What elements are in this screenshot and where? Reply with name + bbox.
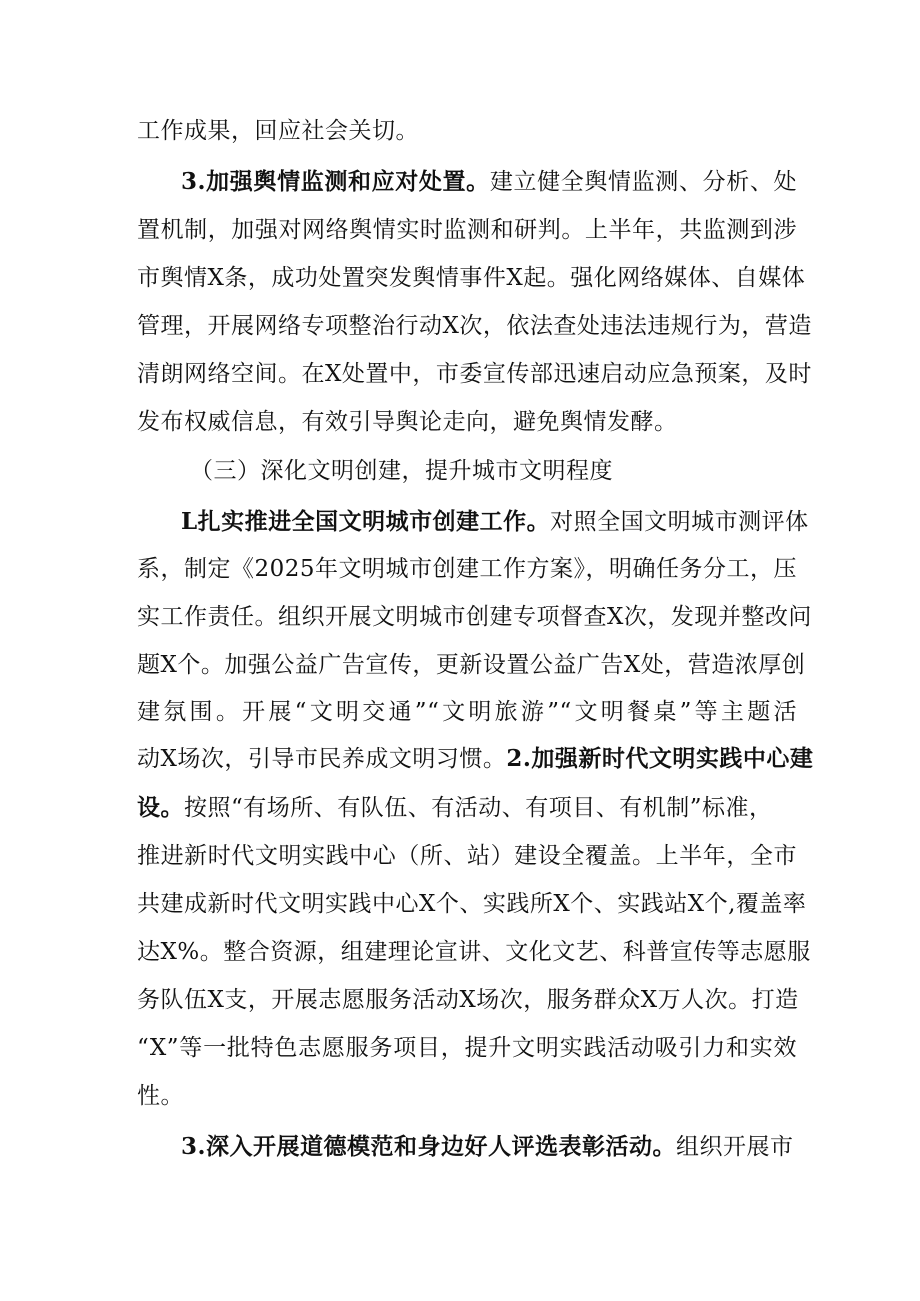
text: 管理，开展网络专项整治行动X次，依法查处违法违规行为，营造 xyxy=(137,313,812,339)
text: 建氛围。开展“文明交通”“文明旅游”“文明餐桌”等主题活 xyxy=(137,699,797,725)
paragraph-line xyxy=(181,167,797,197)
paragraph-heading: 3.深入开展道德模范和身边好人评选表彰活动。 xyxy=(181,1133,677,1160)
paragraph-line xyxy=(181,1132,794,1162)
text: 对照全国文明城市测评体 xyxy=(550,509,809,535)
paragraph-line xyxy=(137,263,806,293)
paragraph-heading: 3.加强舆情监测和应对处置。 xyxy=(181,168,490,195)
paragraph-line xyxy=(137,407,797,437)
paragraph-line xyxy=(137,1033,797,1063)
text: 建立健全舆情监测、分析、处 xyxy=(489,169,798,195)
paragraph-line xyxy=(137,311,812,341)
paragraph-line xyxy=(137,793,797,823)
paragraph-line xyxy=(181,507,809,537)
paragraph-line xyxy=(137,116,797,146)
text: 动X场次，引导市民养成文明习惯。 xyxy=(137,746,507,772)
paragraph-heading: L扎实推进全国文明城市创建工作。 xyxy=(181,508,551,535)
paragraph-line xyxy=(137,602,812,632)
paragraph-line xyxy=(137,554,797,584)
paragraph-line xyxy=(137,359,812,389)
text: 组织开展市 xyxy=(676,1134,794,1160)
paragraph-line xyxy=(137,985,797,1015)
text: 置机制，加强对网络舆情实时监测和研判。上半年，共监测到涉 xyxy=(137,217,797,243)
text: 清朗网络空间。在X处置中，市委宣传部迅速启动应急预案，及时 xyxy=(137,361,812,387)
text: 系，制定《2025年文明城市创建工作方案》，明确任务分工，压 xyxy=(137,556,798,582)
text: 达X%。整合资源，组建理论宣讲、文化文艺、科普宣传等志愿服 xyxy=(137,939,811,965)
text: 市舆情X条，成功处置突发舆情事件X起。强化网络媒体、自媒体 xyxy=(137,265,806,291)
paragraph-line xyxy=(137,744,814,774)
text: “X”等一批特色志愿服务项目，提升文明实践活动吸引力和实效 xyxy=(137,1035,797,1061)
paragraph-heading: 设。 xyxy=(137,794,184,821)
text: 发布权威信息，有效引导舆论走向，避免舆情发酵。 xyxy=(137,409,678,435)
text: 推进新时代文明实践中心（所、站）建设全覆盖。上半年，全市 xyxy=(137,843,797,869)
text: 按照“有场所、有队伍、有活动、有项目、有机制”标准， xyxy=(184,795,773,821)
text: 实工作责任。组织开展文明城市创建专项督查X次，发现并整改问 xyxy=(137,604,812,630)
paragraph-line xyxy=(137,1081,797,1111)
paragraph-line xyxy=(137,937,811,967)
text: 共建成新时代文明实践中心X个、实践所X个、实践站X个,覆盖率 xyxy=(137,891,807,917)
section-title-text: （三）深化文明创建，提升城市文明程度 xyxy=(190,458,613,484)
paragraph-line xyxy=(137,697,797,727)
text: 务队伍X支，开展志愿服务活动X场次，服务群众X万人次。打造 xyxy=(137,987,799,1013)
paragraph-line xyxy=(137,215,797,245)
paragraph-line xyxy=(137,650,806,680)
section-title xyxy=(190,456,850,486)
paragraph-line xyxy=(137,889,807,919)
paragraph-line xyxy=(137,841,797,871)
text: 题X个。加强公益广告宣传，更新设置公益广告X处，营造浓厚创 xyxy=(137,652,806,678)
text: 工作成果，回应社会关切。 xyxy=(137,118,419,144)
paragraph-heading: 2.加强新时代文明实践中心建 xyxy=(506,745,814,772)
text: 性。 xyxy=(137,1083,184,1109)
